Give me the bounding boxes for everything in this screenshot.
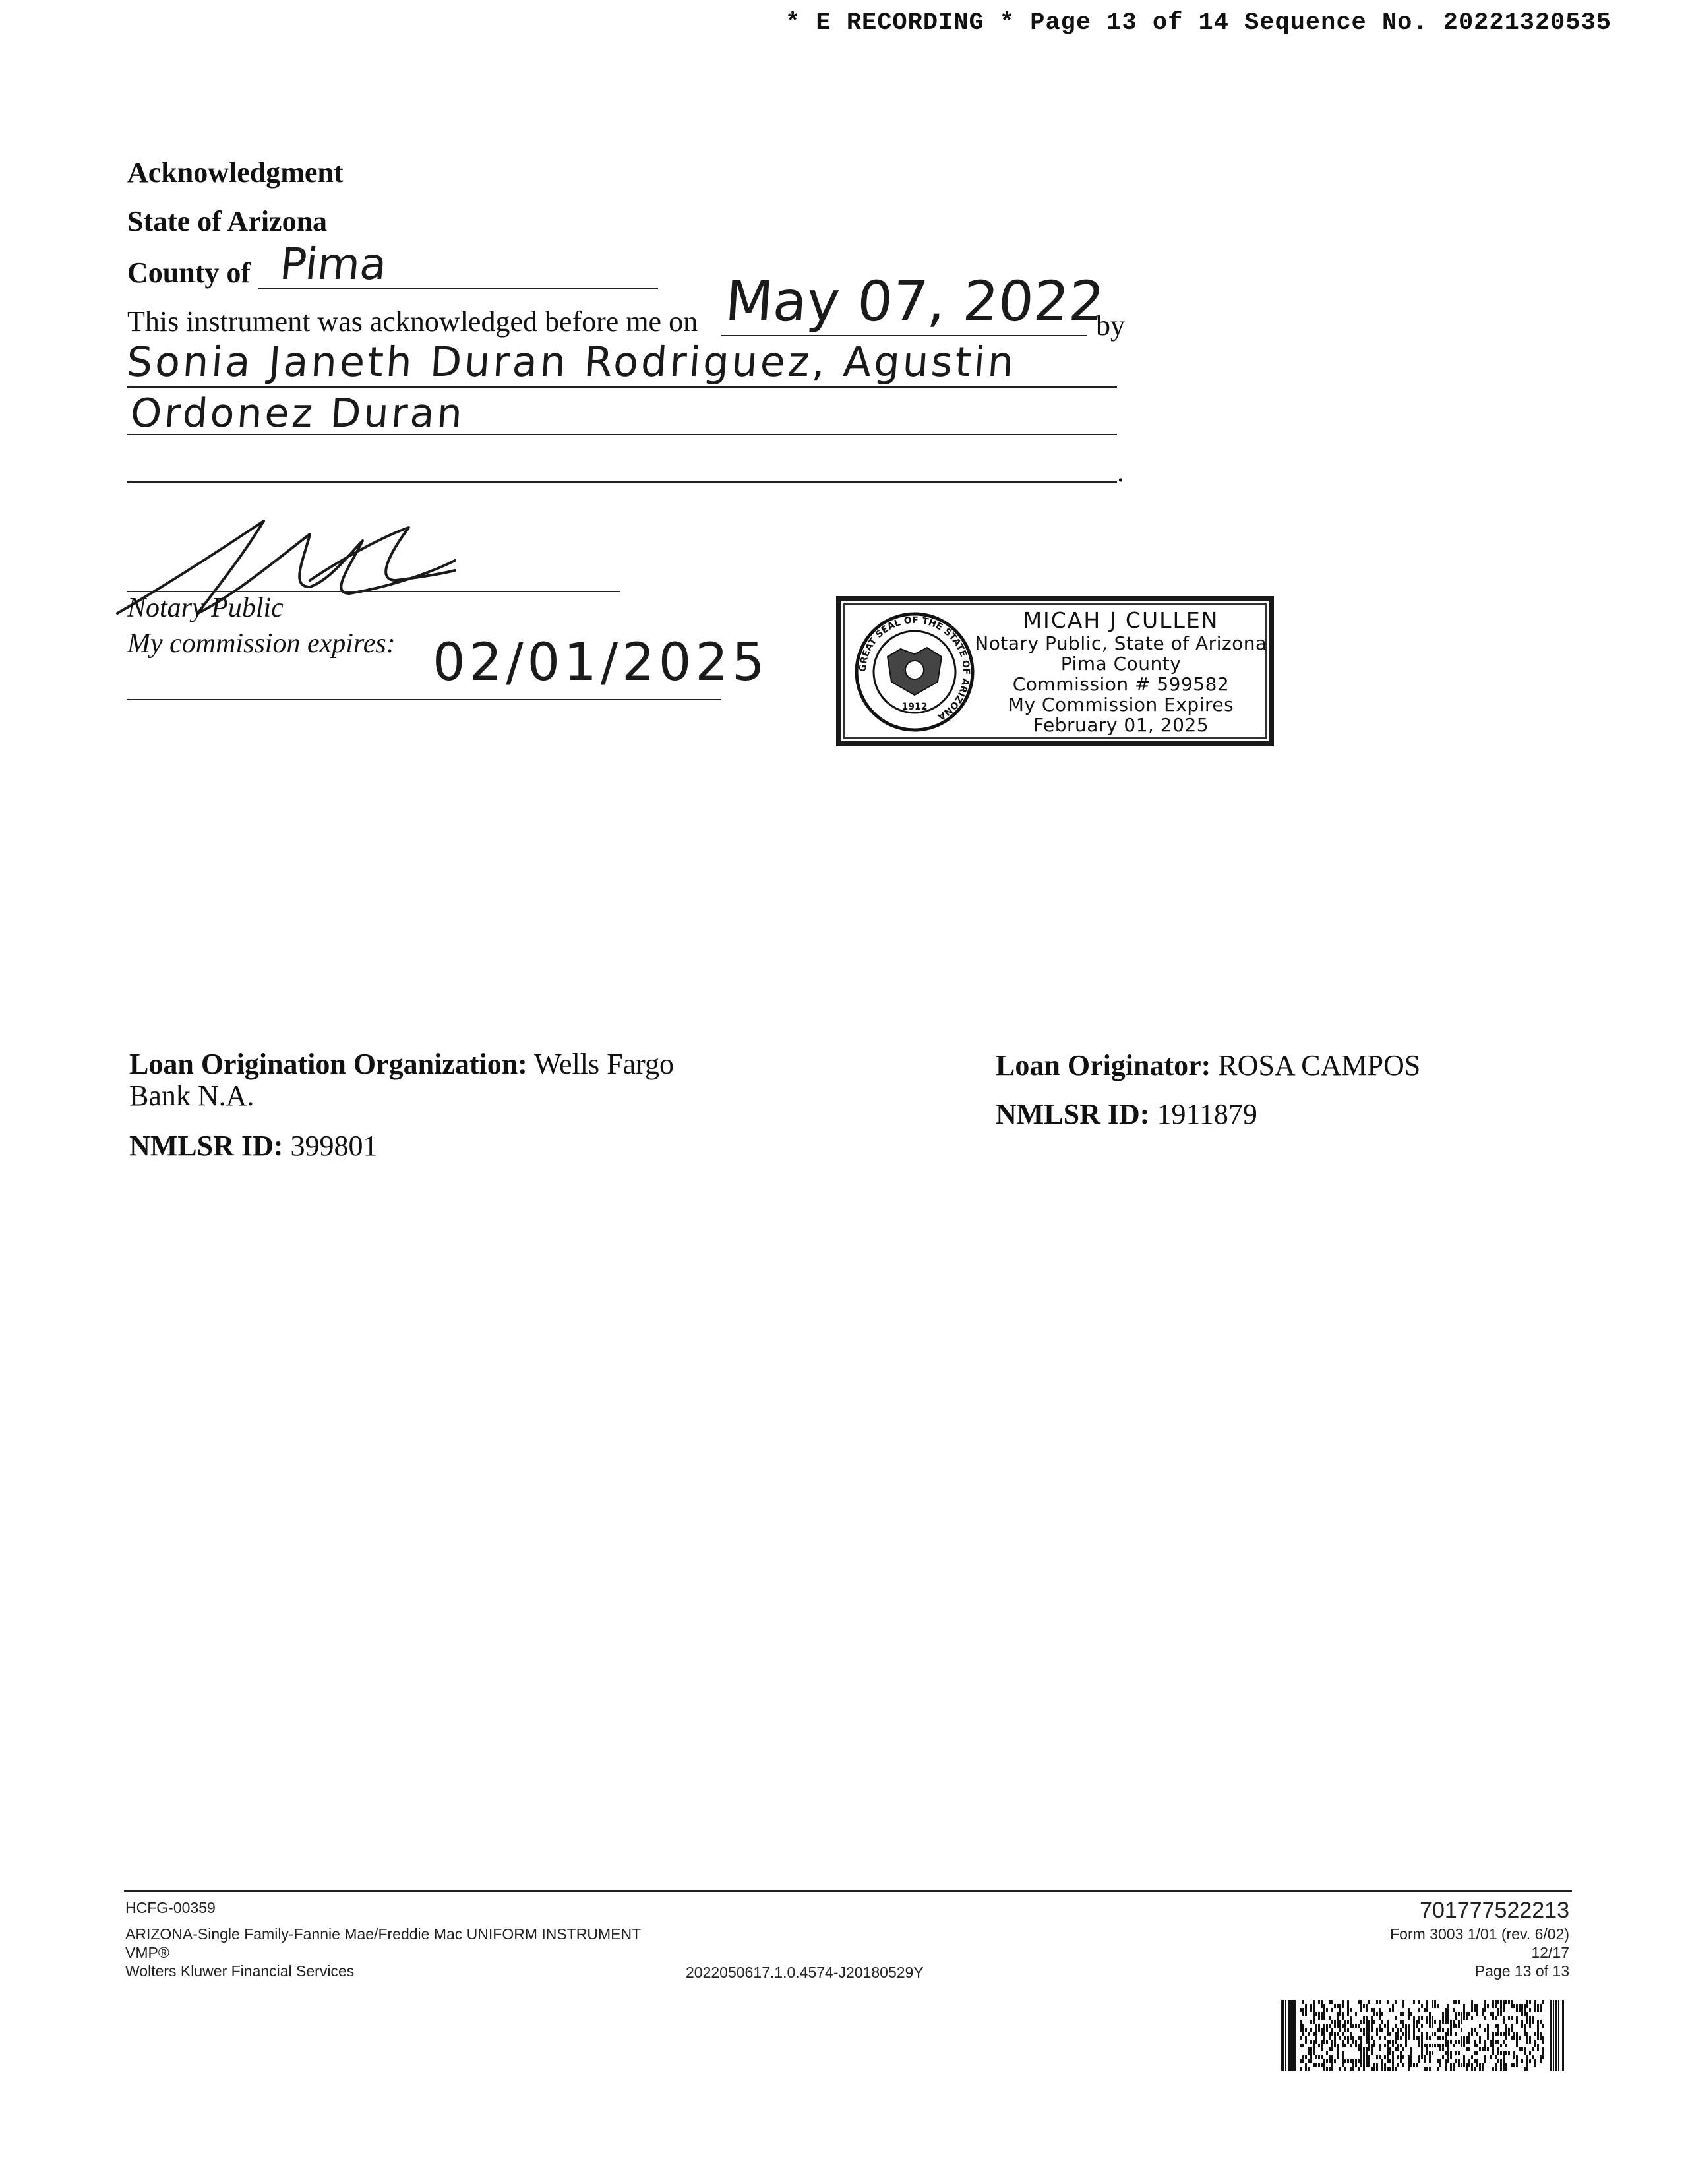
stamp-text-block [971, 608, 1271, 735]
names-underline-3 [127, 481, 1117, 483]
footer-vmp: VMP® [125, 1944, 169, 1961]
commission-underline [127, 699, 721, 700]
stamp-notary-title: Notary Public, State of Arizona [975, 632, 1267, 654]
stamp-county: Pima County [1060, 653, 1182, 675]
stamp-commission-number: Commission # 599582 [1012, 673, 1230, 695]
loan-originator [996, 1048, 1420, 1082]
stamp-notary-name: MICAH J CULLEN [1023, 607, 1219, 633]
recording-header: * E RECORDING * Page 13 of 14 Sequence No. 20221320535 [785, 9, 1612, 37]
loan-org-value-line1: Wells Fargo [534, 1048, 675, 1080]
stamp-expires-date: February 01, 2025 [1033, 714, 1209, 736]
footer-doc-id: 2022050617.1.0.4574-J20180529Y [686, 1964, 924, 1981]
footer-form-code: HCFG-00359 [125, 1899, 216, 1916]
footer-revision: 12/17 [1531, 1944, 1569, 1961]
stamp-expires-label: My Commission Expires [1008, 694, 1234, 715]
loan-originator-label: Loan Originator: [996, 1049, 1211, 1081]
notary-public-label: Notary Public [127, 593, 284, 623]
commission-expires-label: My commission expires: [127, 628, 396, 659]
names-handwritten-line2: Ordonez Duran [129, 390, 467, 437]
loan-org-nmlsr [129, 1129, 377, 1163]
loan-originator-nmlsr [996, 1097, 1257, 1131]
footer-instrument: ARIZONA-Single Family-Fannie Mae/Freddie Mac UNIFORM INSTRUMENT [125, 1926, 642, 1943]
date-underline [721, 335, 1087, 336]
svg-text:GREAT SEAL OF THE STATE OF ARI: GREAT SEAL OF THE STATE OF ARIZONA [857, 615, 972, 722]
names-underline-1 [127, 386, 1117, 388]
line-end-period: . [1117, 456, 1124, 488]
svg-text:1912: 1912 [901, 702, 928, 712]
acknowledgment-title: Acknowledgment [127, 156, 344, 189]
arizona-seal-icon [853, 611, 976, 733]
loan-org-block [129, 1048, 723, 1112]
county-label: County of [127, 257, 251, 289]
loan-originator-nmlsr-value: 1911879 [1157, 1098, 1257, 1130]
loan-org-nmlsr-label: NMLSR ID: [129, 1130, 284, 1162]
by-label: by [1096, 309, 1125, 342]
footer-form-number: Form 3003 1/01 (rev. 6/02) [1390, 1926, 1569, 1943]
loan-originator-nmlsr-label: NMLSR ID: [996, 1098, 1150, 1130]
loan-org-nmlsr-value: 399801 [290, 1130, 378, 1162]
commission-expires-handwritten: 02/01/2025 [433, 633, 769, 692]
loan-org-value-line2: Bank N.A. [129, 1079, 255, 1112]
notary-stamp [836, 596, 1274, 746]
footer-page: Page 13 of 13 [1474, 1962, 1569, 1980]
names-handwritten-line1: Sonia Janeth Duran Rodriguez, Agustin [125, 338, 1018, 386]
date-handwritten: May 07, 2022 [723, 269, 1106, 334]
loan-originator-value: ROSA CAMPOS [1218, 1049, 1421, 1081]
footer-loan-number: 701777522213 [1420, 1898, 1569, 1923]
state-label: State of Arizona [127, 205, 328, 237]
instrument-text: This instrument was acknowledged before me on [127, 305, 698, 338]
footer-publisher: Wolters Kluwer Financial Services [125, 1962, 355, 1980]
pdf417-barcode [1281, 2000, 1566, 2071]
footer-rule [124, 1890, 1572, 1892]
county-handwritten: Pima [277, 239, 390, 289]
loan-org-label: Loan Origination Organization: [129, 1048, 528, 1080]
